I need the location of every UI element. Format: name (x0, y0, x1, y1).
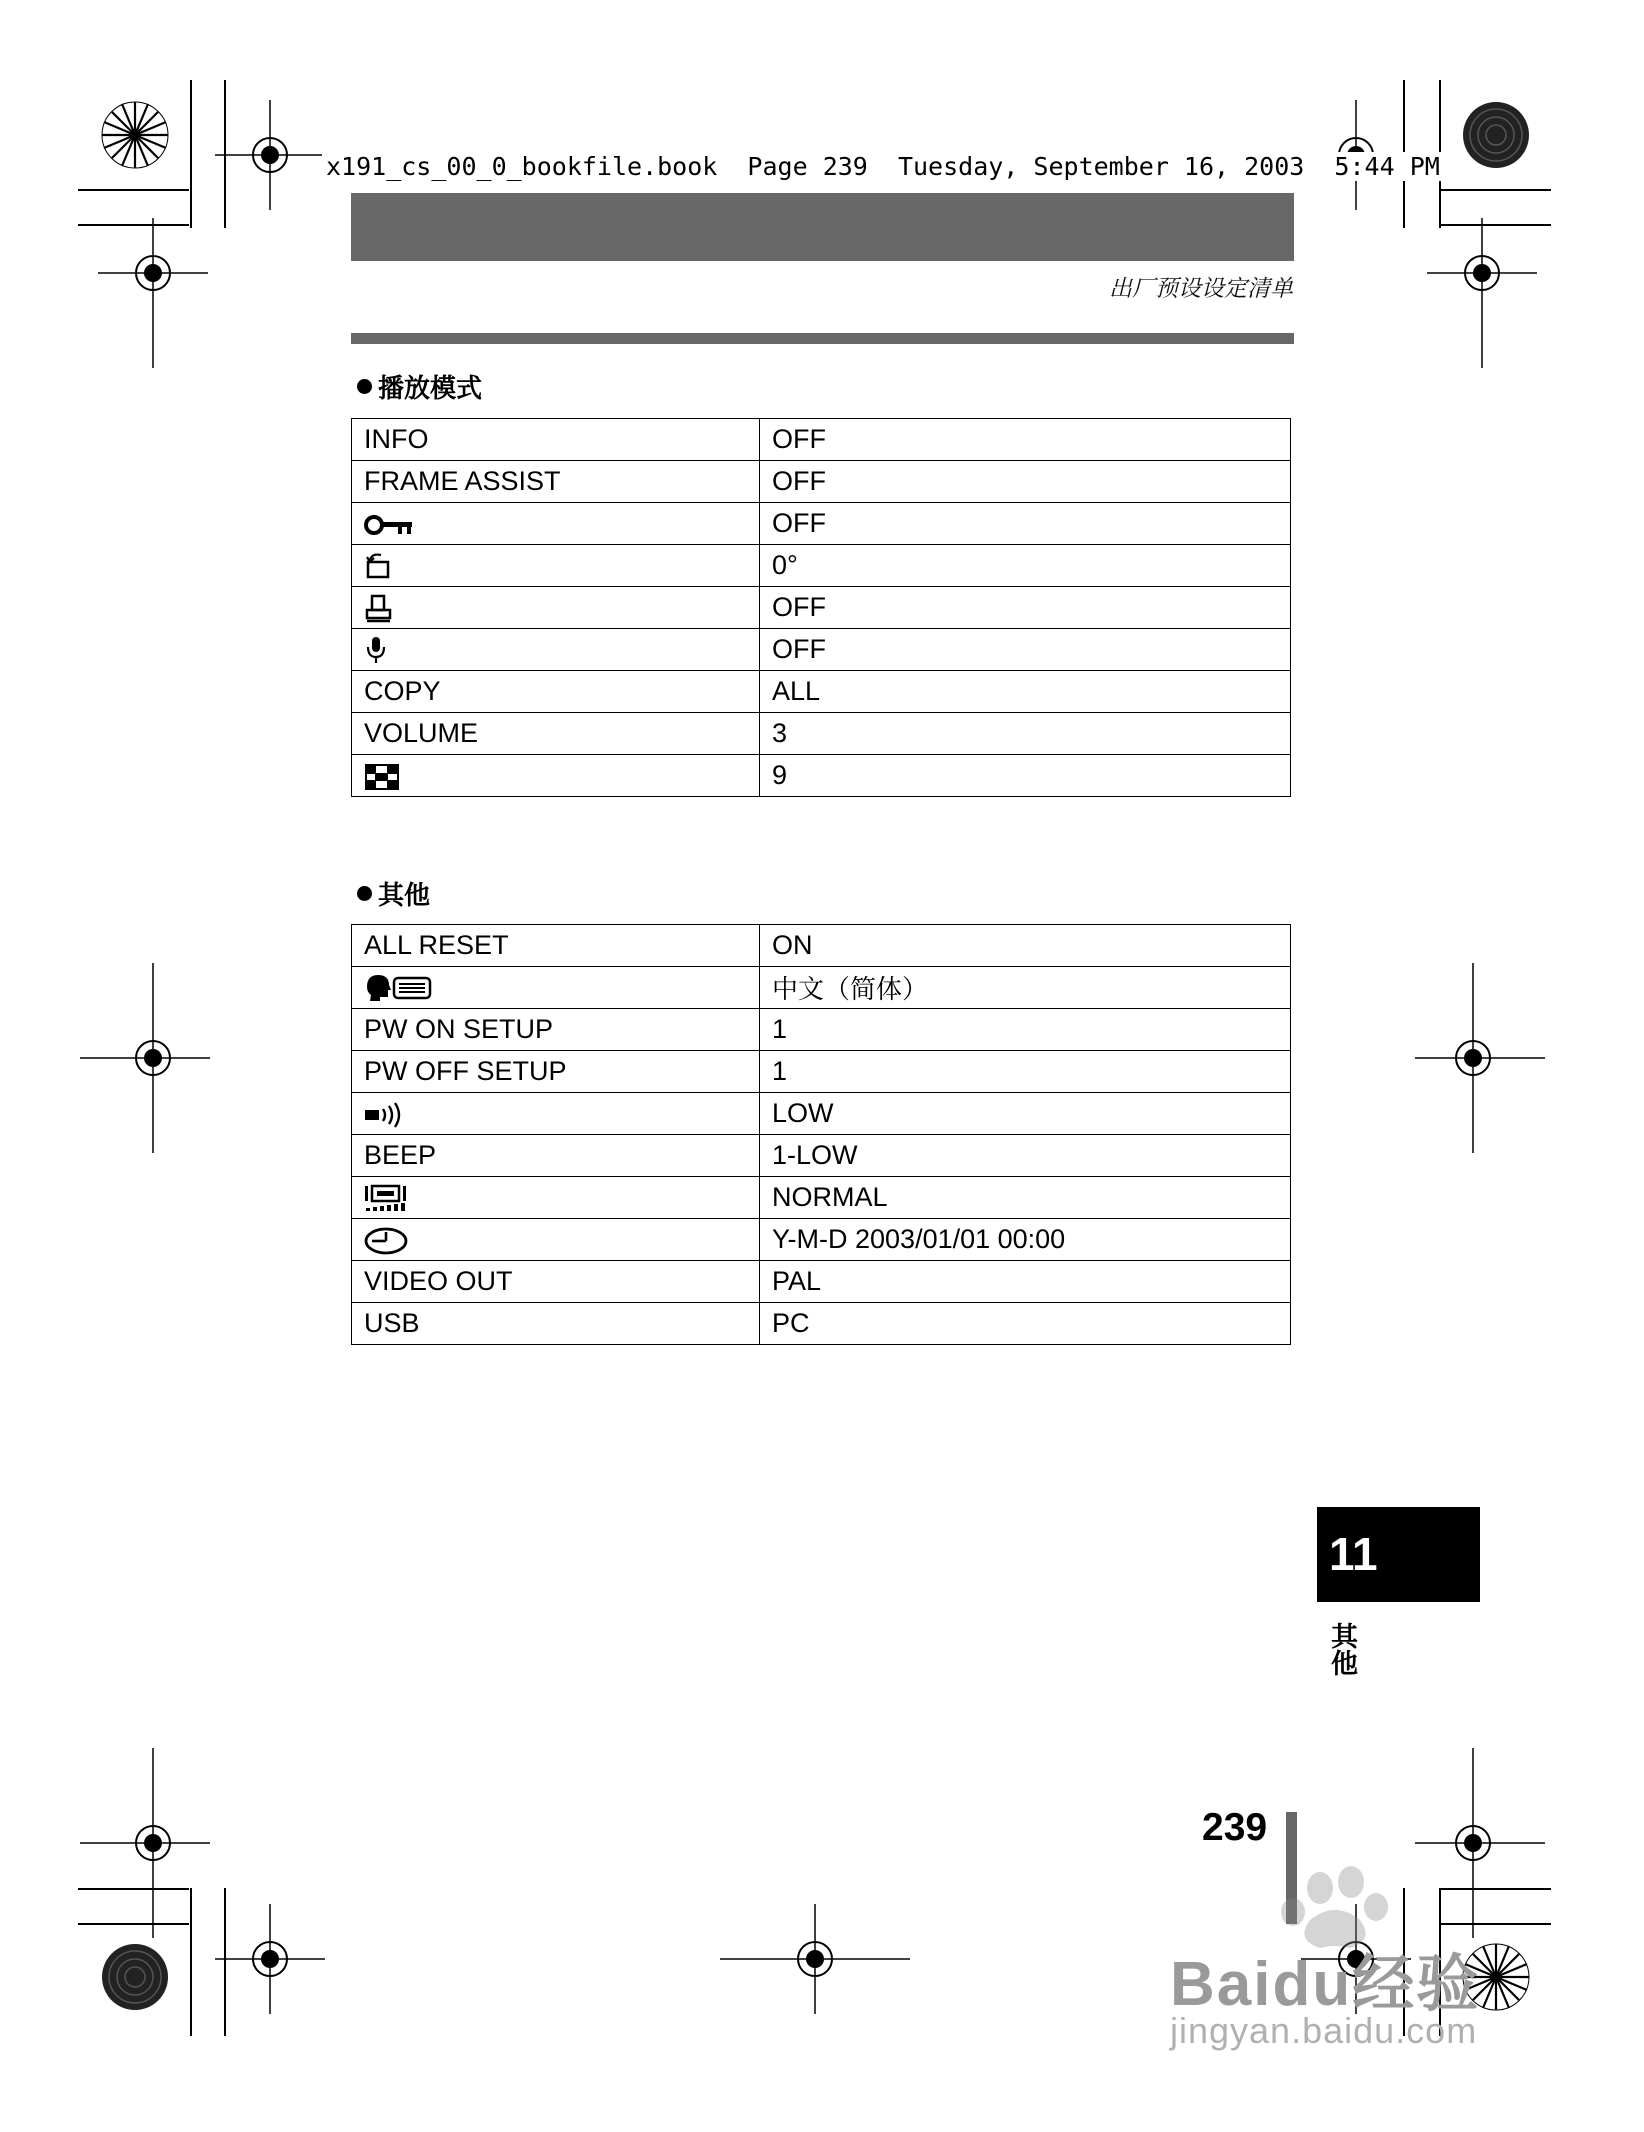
setting-label: VOLUME (352, 713, 760, 755)
setting-label (352, 1219, 760, 1261)
setting-label: COPY (352, 671, 760, 713)
header-rule (351, 333, 1294, 344)
table-row (352, 503, 1291, 545)
registration-mark-icon (1427, 218, 1537, 368)
playback-settings-table (351, 418, 1291, 797)
setting-label: BEEP (352, 1135, 760, 1177)
setting-label: FRAME ASSIST (352, 461, 760, 503)
file-header: x191_cs_00_0_bookfile.book Page 239 Tuesday, September 16, 2003 5:44 PM (322, 152, 1444, 181)
setting-label (352, 503, 760, 545)
section-title-text: 播放模式 (378, 374, 483, 404)
setting-value: 0° (760, 545, 1291, 587)
table-row (352, 755, 1291, 797)
print-order-icon (364, 593, 394, 623)
section-title-playback (357, 368, 482, 405)
setting-value: ALL (760, 671, 1291, 713)
header-band (351, 193, 1294, 261)
table-row (352, 545, 1291, 587)
bullet-icon (357, 886, 372, 901)
table-row (352, 1093, 1291, 1135)
page-subtitle: 出厂预设设定清单 (1109, 276, 1293, 302)
registration-mark-icon (215, 1904, 325, 2014)
setting-value: 中文（简体） (760, 967, 1291, 1009)
registration-mark-icon (98, 218, 208, 368)
setting-value: OFF (760, 629, 1291, 671)
chapter-side-label: 其他 (1326, 1622, 1357, 1676)
table-row (352, 925, 1291, 967)
table-row (352, 419, 1291, 461)
setting-value: LOW (760, 1093, 1291, 1135)
setting-label (352, 587, 760, 629)
concentric-target-icon (101, 1943, 169, 2011)
microphone-icon (364, 635, 388, 665)
setting-value: OFF (760, 419, 1291, 461)
registration-mark-icon (720, 1904, 910, 2014)
setting-value: Y-M-D 2003/01/01 00:00 (760, 1219, 1291, 1261)
table-row (352, 1051, 1291, 1093)
monitor-brightness-icon (364, 1183, 408, 1213)
setting-label: PW ON SETUP (352, 1009, 760, 1051)
setting-value: PAL (760, 1261, 1291, 1303)
table-row (352, 1135, 1291, 1177)
other-settings-table (351, 924, 1291, 1345)
table-row (352, 629, 1291, 671)
setting-value: 9 (760, 755, 1291, 797)
setting-label: VIDEO OUT (352, 1261, 760, 1303)
language-icon (364, 973, 434, 1003)
page-number: 239 (1202, 1806, 1268, 1849)
chapter-tab: 11 (1317, 1507, 1480, 1602)
setting-value: 1 (760, 1051, 1291, 1093)
setting-label (352, 967, 760, 1009)
registration-mark-icon (1415, 963, 1545, 1153)
clock-icon (364, 1227, 408, 1255)
setting-value: 1 (760, 1009, 1291, 1051)
setting-label (352, 1177, 760, 1219)
setting-label: INFO (352, 419, 760, 461)
setting-label: USB (352, 1303, 760, 1345)
setting-label: PW OFF SETUP (352, 1051, 760, 1093)
table-row (352, 1177, 1291, 1219)
setting-value: ON (760, 925, 1291, 967)
registration-mark-icon (80, 1748, 210, 1938)
concentric-target-icon (1462, 101, 1530, 169)
sound-icon (364, 1102, 404, 1128)
rotate-icon (364, 551, 394, 581)
registration-mark-icon (215, 100, 325, 210)
table-row (352, 671, 1291, 713)
setting-value: OFF (760, 587, 1291, 629)
watermark-text: Baidu经验 (1170, 1950, 1481, 2019)
setting-label (352, 545, 760, 587)
section-title-text: 其他 (378, 881, 431, 911)
setting-value: PC (760, 1303, 1291, 1345)
starburst-target-icon (101, 101, 169, 169)
table-row (352, 1219, 1291, 1261)
table-row (352, 461, 1291, 503)
setting-value: OFF (760, 461, 1291, 503)
setting-value: OFF (760, 503, 1291, 545)
setting-value: 1-LOW (760, 1135, 1291, 1177)
setting-value: 3 (760, 713, 1291, 755)
setting-label (352, 755, 760, 797)
protect-key-icon (364, 512, 414, 538)
table-row (352, 713, 1291, 755)
bullet-icon (357, 379, 372, 394)
table-row (352, 1009, 1291, 1051)
table-row (352, 1303, 1291, 1345)
table-row (352, 587, 1291, 629)
section-title-others (357, 875, 430, 912)
table-row (352, 967, 1291, 1009)
setting-label (352, 629, 760, 671)
setting-label (352, 1093, 760, 1135)
registration-mark-icon (80, 963, 210, 1153)
setting-value: NORMAL (760, 1177, 1291, 1219)
watermark-url: jingyan.baidu.com (1170, 2010, 1478, 2051)
index-display-icon (364, 763, 400, 791)
table-row (352, 1261, 1291, 1303)
setting-label: ALL RESET (352, 925, 760, 967)
